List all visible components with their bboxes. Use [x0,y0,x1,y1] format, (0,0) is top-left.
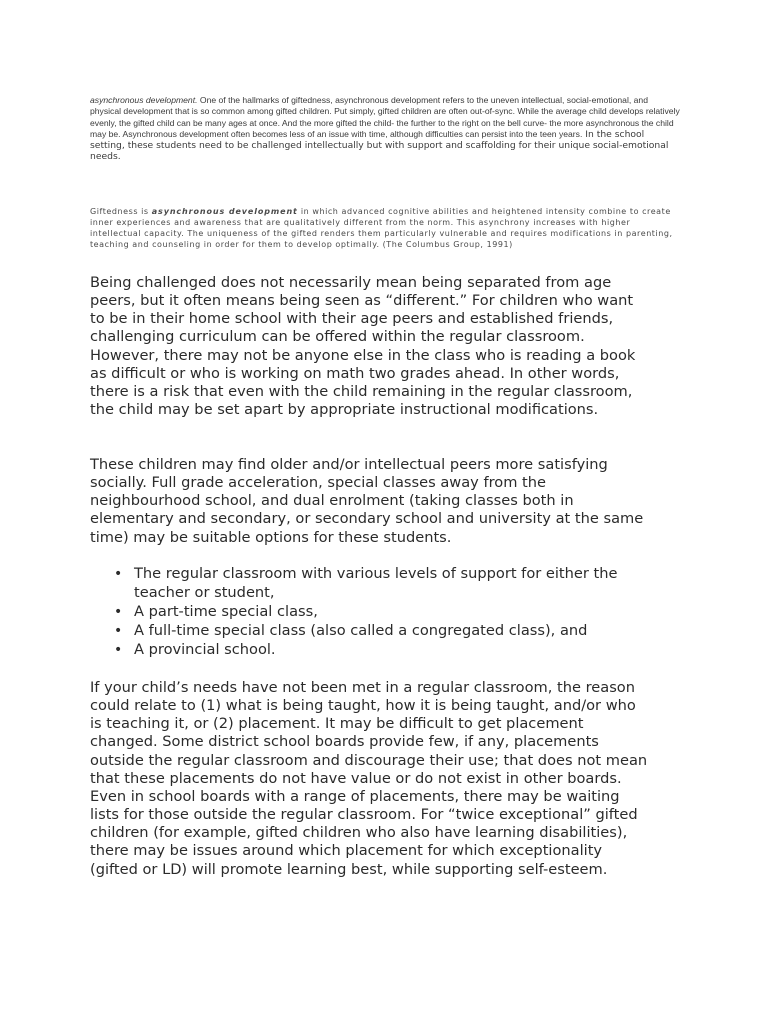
intro-tail: In the school setting, these students need to be challenged intellectually but with support and scaffolding for their unique social-emotional needs. [90,128,669,163]
intro-term: asynchronous development. [90,95,198,105]
list-item [110,622,670,641]
list-item [110,565,670,603]
placement-options-list [110,565,670,660]
quote-text: in which advanced cognitive abilities and heightened intensity combine to create inner experiences and awareness that are qualitatively different from the norm. This asynchrony increases with higher intellectual capacity. The uniqueness of the gifted renders them particularly vulnerable and requires modifications in parenting, teaching and counseling in order for them to develop optimally. (The Columbus Group, 1991) [90,207,673,249]
list-item-text: A part-time special class, [134,602,318,620]
list-item-text: A provincial school. [134,640,276,658]
bullet-icon: • [114,566,123,582]
list-item-text: The regular classroom with various levels of support for either the teacher or student, [134,565,618,601]
challenge-paragraph: Being challenged does not necessarily mean being separated from age peers, but it often means being seen as “different.” For children who want to be in their home school with their age peers and established friends, challenging curriculum can be offered within the regular classroom. However, there may not be anyone else in the class who is reading a book as difficult or who is working on math two grades ahead. In other words, there is a risk that even with the child remaining in the regular classroom, the child may be set apart by appropriate instructional modifications. [90,274,636,419]
quote-term: asynchronous development [151,207,298,216]
list-item-text: A full-time special class (also called a congregated class), and [134,621,588,639]
bullet-icon: • [114,603,123,620]
quote-lead: Giftedness is [90,207,152,216]
quote-paragraph [90,207,680,251]
intro-text: One of the hallmarks of giftedness, asynchronous development refers to the uneven intellectual, social-emotional, and physical development that is so common among gifted children. Put simply, gifted children are often out-of-sync. While the average child develops relatively evenly, the gifted child can be many ages at once. And the more gifted the child- the further to the right on the bell curve- the more asynchronous the child may be. Asynchronous development often becomes less of an issue with time, although difficulties can persist into the teen years. [90,95,680,139]
options-paragraph: These children may find older and/or intellectual peers more satisfying socially. Full grade acceleration, special classes away from the neighbourhood school, and dual enrolment (taking classes both in elementary and secondary, or secondary school and university at the same time) may be suitable options for these students. [90,456,644,546]
intro-paragraph [90,95,680,163]
placement-paragraph: If your child’s needs have not been met in a regular classroom, the reason could relate to (1) what is being taught, how it is being taught, and/or who is teaching it, or (2) placement. It may be difficult to get placement changed. Some district school boards provide few, if any, placements outside the regular classroom and discourage their use; that does not mean that these placements do not have value or do not exist in other boards. Even in school boards with a range of placements, there may be waiting lists for those outside the regular classroom. For “twice exceptional” gifted children (for example, gifted children who also have learning disabilities), there may be issues around which placement for which exceptionality (gifted or LD) will promote learning best, while supporting self-esteem. [90,679,648,878]
bullet-icon: • [114,641,123,658]
list-item [110,603,670,622]
bullet-icon: • [114,622,123,639]
list-item [110,641,670,660]
